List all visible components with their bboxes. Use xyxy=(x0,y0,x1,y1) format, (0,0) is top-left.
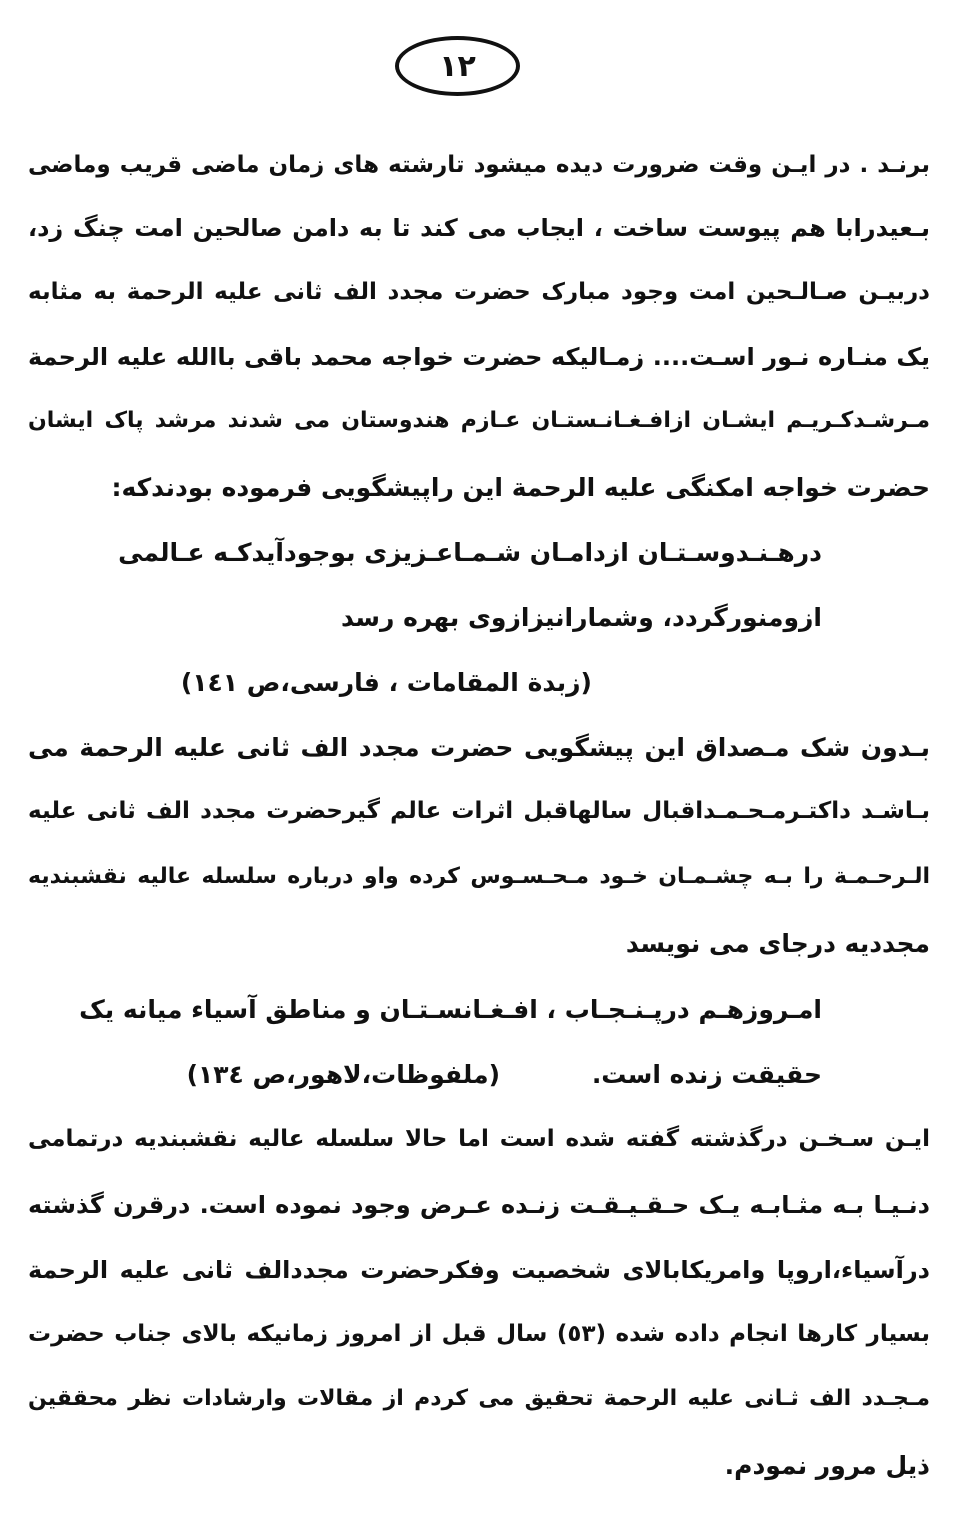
quote-line: حقیقت زنده است. xyxy=(591,1060,822,1089)
text-line: دنـیـا بـه مثـابـه یـک حـقـیـقـت زنـده عـرض وجود نموده است. درقرن گذشته xyxy=(28,1191,930,1219)
text-line: الـرحـمـة را بـه چشـمـان خـود مـحـسـوس کرده واو درباره سلسله عالیه نقشبندیه xyxy=(28,864,930,889)
page-number-text: ۱۲ xyxy=(439,48,476,84)
text-line: درآسیاء،اروپا وامریکابالای شخصیت وفکرحضرت مجددالف ثانی علیه الرحمة xyxy=(28,1256,930,1284)
text-line: برنـد . در ایـن وقت ضرورت دیده میشود تارشته های زمان ماضی قریب وماضی xyxy=(28,152,930,178)
text-line: بسیار کارها انجام داده شده (٥٣) سال قبل از امروز زمانیکه بالای جناب حضرت xyxy=(28,1321,930,1347)
text-line: مـجـدد الف ثـانی علیه الرحمة تحقیق می کردم از مقالات وارشادات نظر محققین xyxy=(28,1386,930,1411)
quote-line: امـروزهـم درپـنـجـاب ، افـغـانسـتـان و مناطق آسیاء میانه یک xyxy=(79,995,822,1024)
text-line: یک منـاره نـور اسـت.... زمـالیکه حضرت خواجه محمد باقی باالله علیه الرحمة xyxy=(28,343,930,371)
text-line: بـدون شک مـصداق این پیشگویی حضرت مجدد الف ثانی علیه الرحمة می xyxy=(28,733,930,762)
text-line: دربیـن صـالـحین امت وجود مبارک حضرت مجدد الف ثانی علیه الرحمة به مثابه xyxy=(28,279,930,305)
citation: (زبدة المقامات ، فارسی،ص ١٤١) xyxy=(180,668,592,697)
quote-line: ازومنورگردد، وشمارانیزازوی بهره رسد xyxy=(340,603,822,632)
citation: (ملفوظات،لاهور،ص ١٣٤) xyxy=(186,1060,500,1089)
quote-line: درهـنـدوسـتـان ازدامـان شـمـاعـزیزی بوجودآیدکـه عـالمی xyxy=(118,538,822,567)
text-line: مجددیه درجای می نویسد xyxy=(625,929,930,958)
text-line: بـاشـد داکتـرمـحـمـداقبال سالهاقبل اثرات عالم گیرحضرت مجدد الف ثانی علیه xyxy=(28,798,930,824)
text-line: ایـن سـخـن درگذشته گفته شده است اما حالا سلسله عالیه نقشبندیه درتمامی xyxy=(28,1126,930,1152)
text-line: ذیل مرور نمودم. xyxy=(724,1451,930,1480)
text-line: حضرت خواجه امکنگی علیه الرحمة این راپیشگویی فرموده بودندکه: xyxy=(111,473,930,502)
page-number xyxy=(395,36,520,96)
text-line: بـعیدرابا هم پیوست ساخت ، ایجاب می کند تا به دامن صالحین امت چنگ زد، xyxy=(28,214,930,242)
text-line: مـرشـدکـریـم ایشـان ازافـغـانـستـان عـازم هندوستان می شدند مرشد پاک ایشان xyxy=(28,408,930,433)
